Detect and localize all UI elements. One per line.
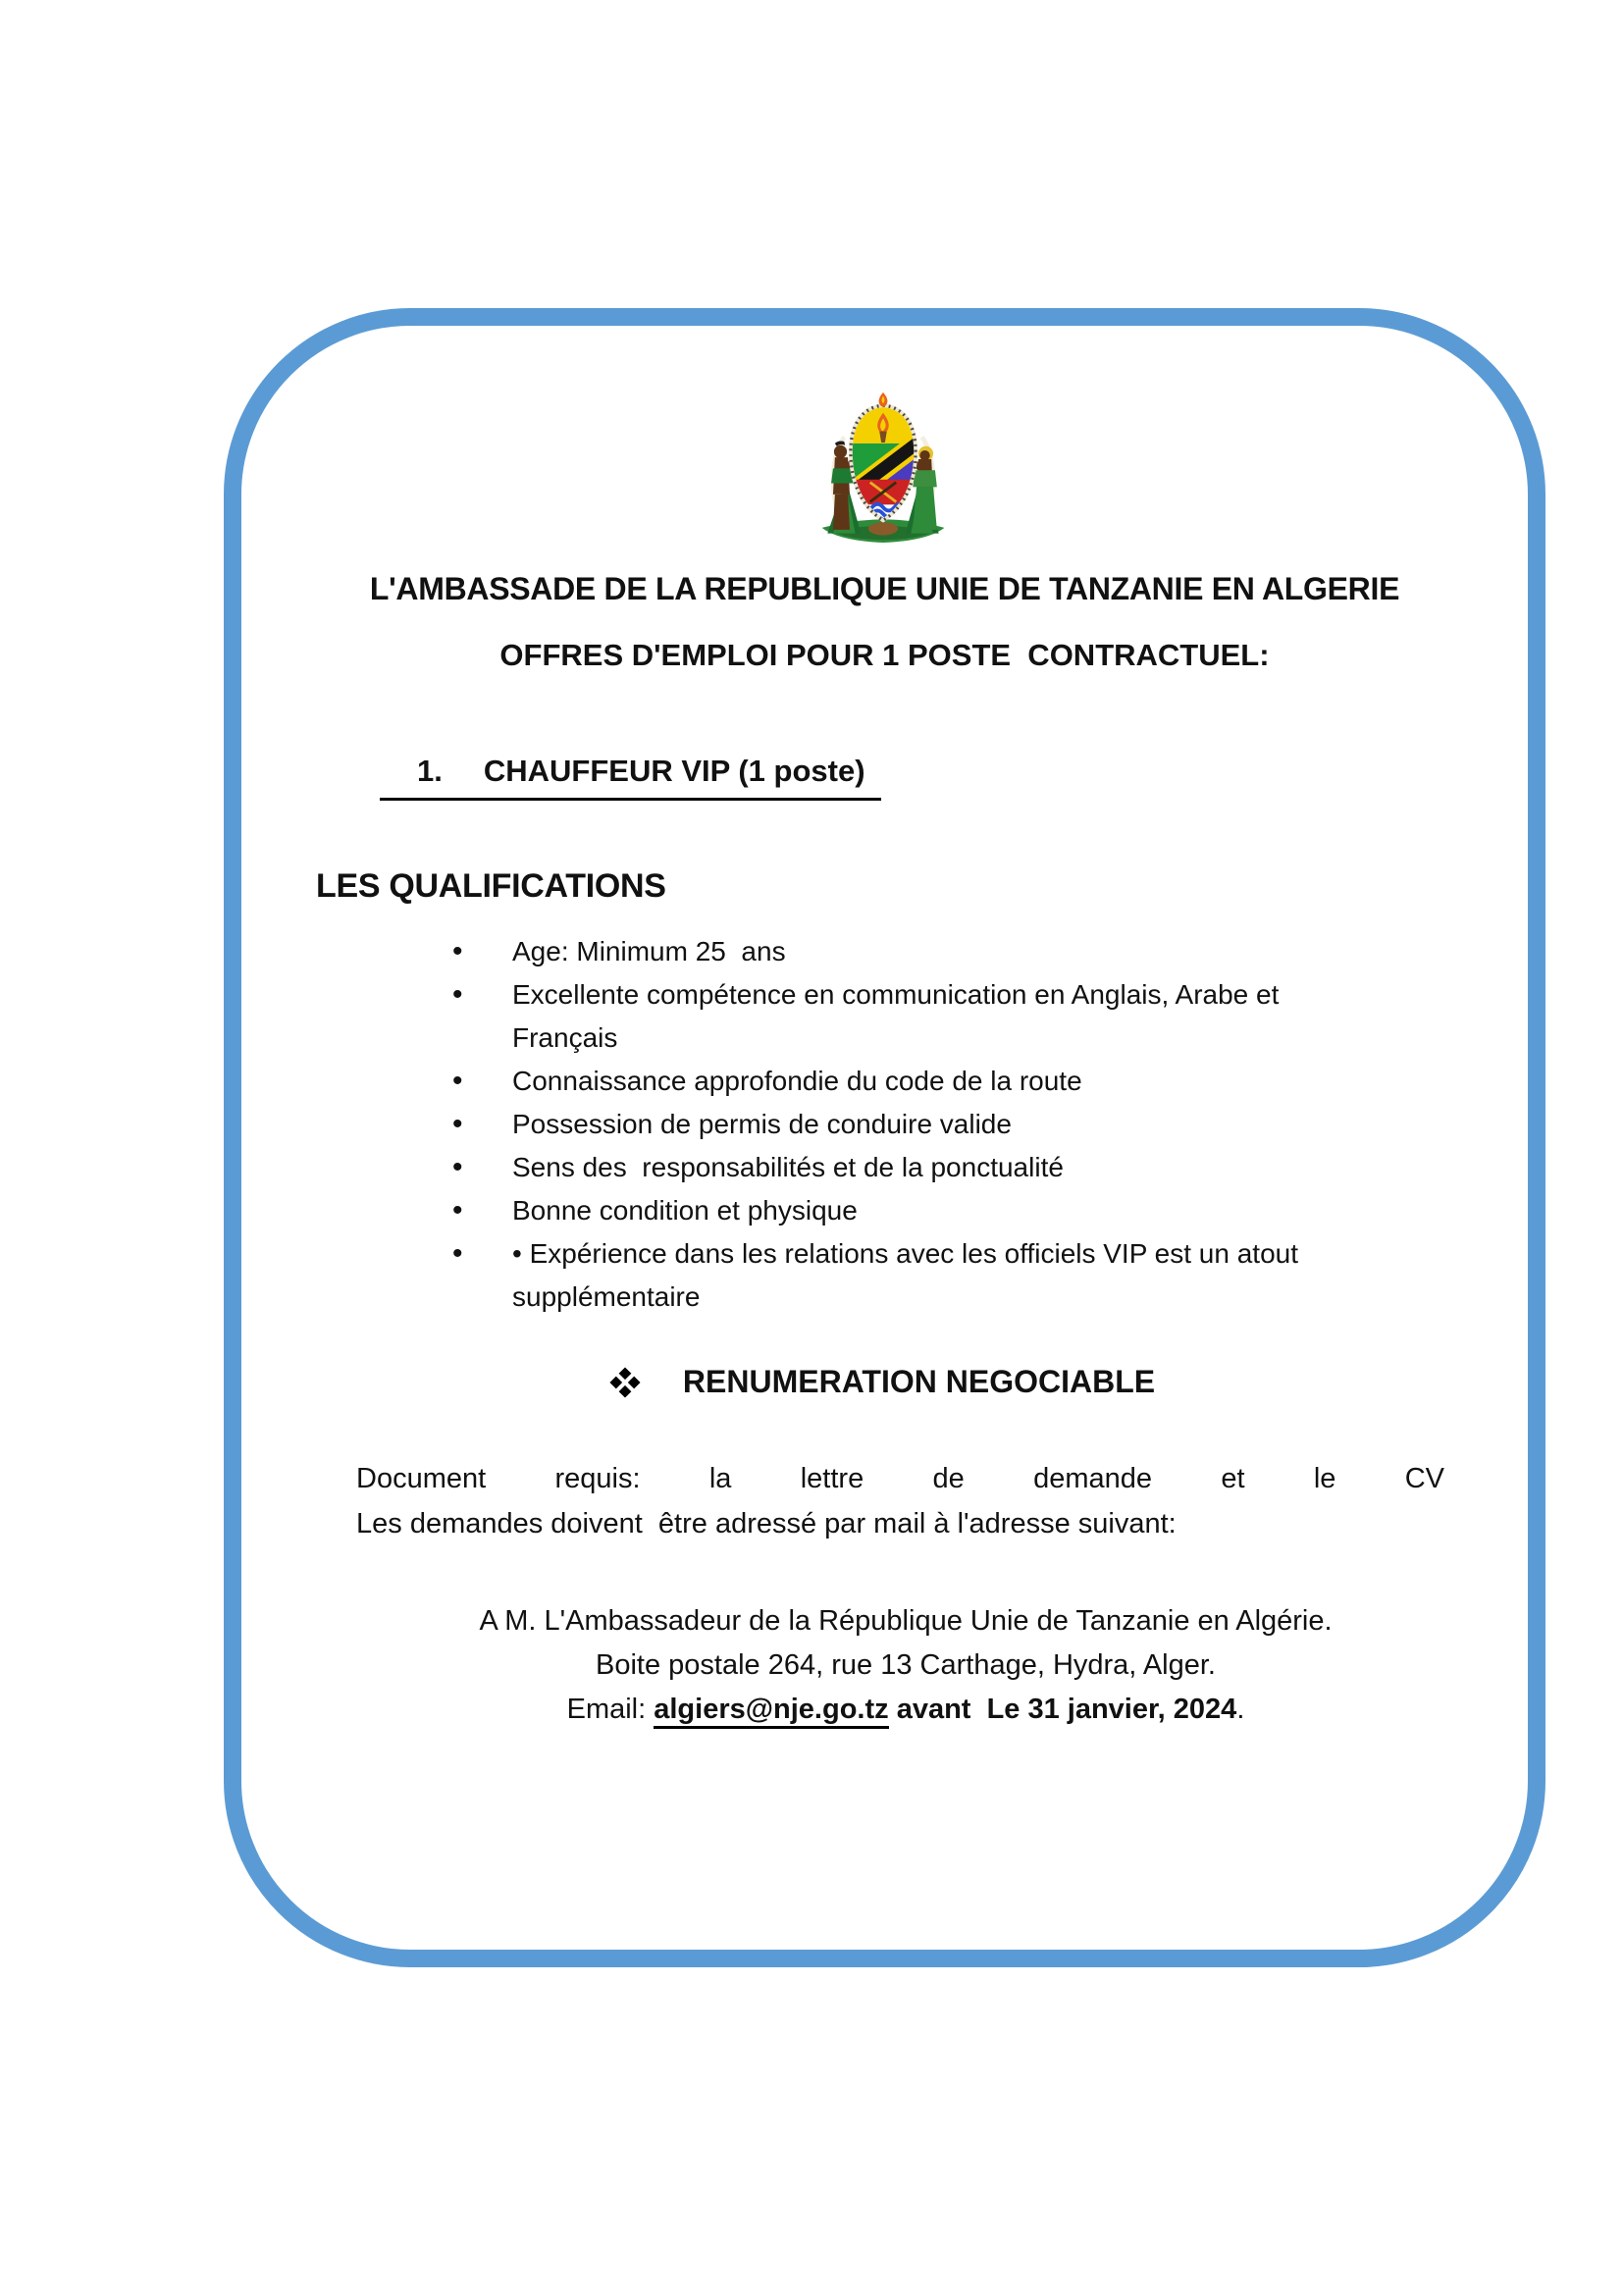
list-item-text-wrap: supplémentaire	[512, 1281, 701, 1312]
email-line	[351, 1688, 1460, 1732]
page-subtitle: OFFRES D'EMPLOI POUR 1 POSTE CONTRACTUEL:	[499, 638, 1270, 672]
qualifications-list	[446, 930, 1428, 1319]
remuneration-line	[241, 1364, 1528, 1400]
list-item	[446, 1146, 1428, 1189]
rounded-border-frame	[224, 308, 1545, 1967]
documents-required-line: Document requis: la lettre de demande et le CV	[356, 1463, 1444, 1494]
position-number: 1.	[417, 754, 443, 788]
list-item	[446, 1060, 1428, 1103]
sentence-period: .	[1236, 1694, 1245, 1725]
list-item-text: Possession de permis de conduire valide	[512, 1109, 1012, 1139]
list-item-text: Bonne condition et physique	[512, 1195, 858, 1226]
list-item	[446, 1189, 1428, 1232]
email-link[interactable]: algiers@nje.go.tz	[654, 1694, 888, 1729]
address-block	[351, 1599, 1460, 1732]
position-title: CHAUFFEUR VIP (1 poste)	[483, 754, 865, 788]
page-title: L'AMBASSADE DE LA REPUBLIQUE UNIE DE TANZANIE EN ALGERIE	[369, 571, 1400, 606]
remuneration-text: RENUMERATION NEGOCIABLE	[682, 1364, 1156, 1399]
list-item-text: Connaissance approfondie du code de la route	[512, 1066, 1082, 1096]
list-item-text-wrap: Français	[512, 1022, 618, 1053]
list-item	[446, 973, 1428, 1060]
list-item-text: • Expérience dans les relations avec les officiels VIP est un atout	[512, 1238, 1298, 1269]
list-item	[446, 1103, 1428, 1146]
tanzania-coat-of-arms-icon	[809, 391, 958, 544]
qualifications-heading: LES QUALIFICATIONS	[316, 867, 666, 905]
list-item	[446, 1232, 1428, 1319]
email-label: Email:	[566, 1694, 654, 1725]
postal-address-line: Boite postale 264, rue 13 Carthage, Hydra, Alger.	[596, 1649, 1216, 1681]
deadline-text: avant Le 31 janvier, 2024	[888, 1694, 1237, 1725]
list-item-text: Excellente compétence en communication en Anglais, Arabe et	[512, 979, 1280, 1010]
four-diamond-bullet-icon	[609, 1367, 640, 1397]
list-item-text: Age: Minimum 25 ans	[512, 936, 786, 966]
send-by-mail-line: Les demandes doivent être adressé par mail à l'adresse suivant:	[356, 1508, 1177, 1539]
position-heading	[380, 754, 881, 801]
application-instructions	[356, 1456, 1444, 1546]
addressee-line: A M. L'Ambassadeur de la République Unie de Tanzanie en Algérie.	[479, 1605, 1333, 1637]
list-item-text: Sens des responsabilités et de la ponctualité	[512, 1152, 1064, 1182]
list-item	[446, 930, 1428, 973]
